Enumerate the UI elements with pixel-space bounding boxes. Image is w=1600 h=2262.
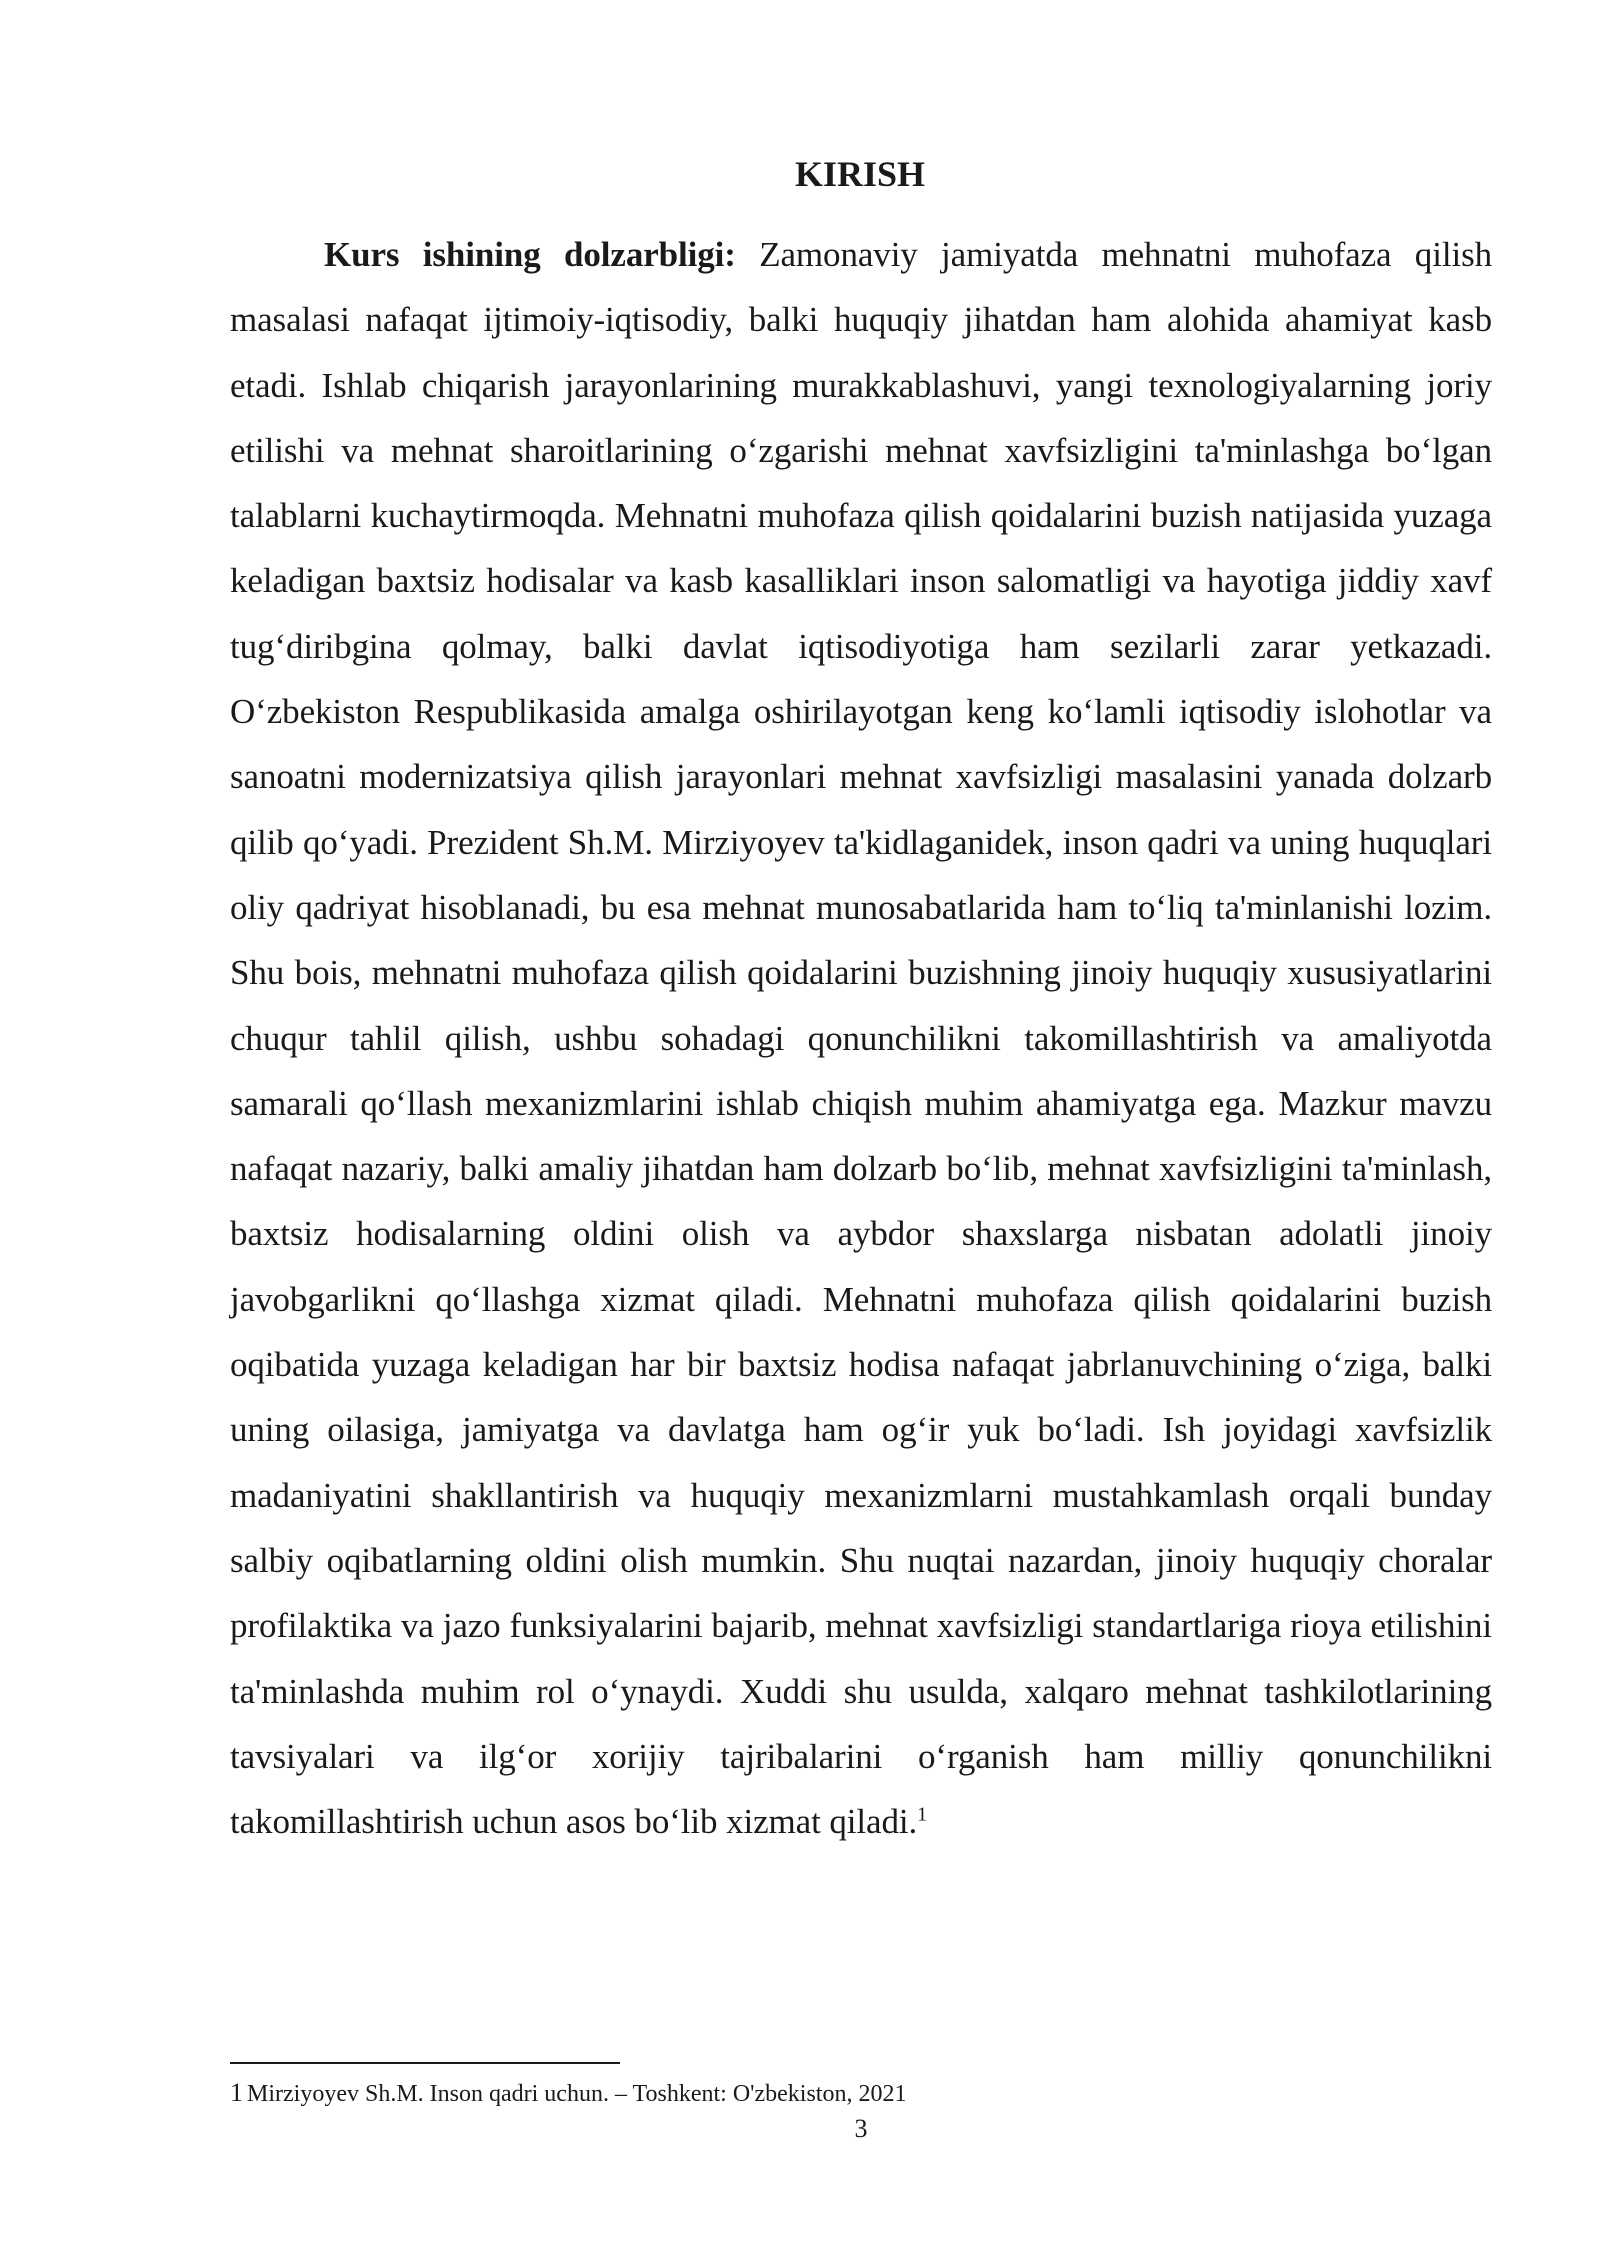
footnote-number: 1 <box>230 2078 243 2107</box>
footnote-reference[interactable]: 1 <box>917 1803 928 1826</box>
footnote <box>230 2078 906 2109</box>
footnote-text: Mirziyoyev Sh.M. Inson qadri uchun. – Toshkent: O'zbekiston, 2021 <box>247 2081 907 2107</box>
section-heading: KIRISH <box>794 154 926 194</box>
body-paragraph <box>230 222 1492 1854</box>
lead-label: Kurs ishining dolzarbligi: <box>324 235 736 274</box>
page-number: 3 <box>854 2114 868 2143</box>
footnote-separator <box>230 2062 620 2064</box>
body-text: Zamonaviy jamiyatda mehnatni muhofaza qilish masalasi nafaqat ijtimoiy-iqtisodiy, balki huquqiy jihatdan ham alohida ahamiyat kasb etadi. Ishlab chiqarish jarayonlarining murakkablashuvi, yangi texnologiyalarning joriy etilishi va mehnat sharoitlarining o‘zgarishi mehnat xavfsizligini ta'minlashga bo‘lgan talablarni kuchaytirmoqda. Mehnatni muhofaza qilish qoidalarini buzish natijasida yuzaga keladigan baxtsiz hodisalar va kasb kasalliklari inson salomatligi va hayotiga jiddiy xavf tug‘diribgina qolmay, balki davlat iqtisodiyotiga ham sezilarli zarar yetkazadi. O‘zbekiston Respublikasida amalga oshirilayotgan keng ko‘lamli iqtisodiy islohotlar va sanoatni modernizatsiya qilish jarayonlari mehnat xavfsizligi masalasini yanada dolzarb qilib qo‘yadi. Prezident Sh.M. Mirziyoyev ta'kidlaganidek, inson qadri va uning huquqlari oliy qadriyat hisoblanadi, bu esa mehnat munosabatlarida ham to‘liq ta'minlanishi lozim. Shu bois, mehnatni muhofaza qilish qoidalarini buzishning jinoiy huquqiy xususiyatlarini chuqur tahlil qilish, ushbu sohadagi qonunchilikni takomillashtirish va amaliyotda samarali qo‘llash mexanizmlarini ishlab chiqish muhim ahamiyatga ega. Mazkur mavzu nafaqat nazariy, balki amaliy jihatdan ham dolzarb bo‘lib, mehnat xavfsizligini ta'minlash, baxtsiz hodisalarning oldini olish va aybdor shaxslarga nisbatan adolatli jinoiy javobgarlikni qo‘llashga xizmat qiladi. Mehnatni muhofaza qilish qoidalarini buzish oqibatida yuzaga keladigan har bir baxtsiz hodisa nafaqat jabrlanuvchining o‘ziga, balki uning oilasiga, jamiyatga va davlatga ham og‘ir yuk bo‘ladi. Ish joyidagi xavfsizlik madaniyatini shakllantirish va huquqiy mexanizmlarni mustahkamlash orqali bunday salbiy oqibatlarning oldini olish mumkin. Shu nuqtai nazardan, jinoiy huquqiy choralar profilaktika va jazo funksiyalarini bajarib, mehnat xavfsizligi standartlariga rioya etilishini ta'minlashda muhim rol o‘ynaydi. Xuddi shu usulda, xalqaro mehnat tashkilotlarining tavsiyalari va ilg‘or xorijiy tajribalarini o‘rganish ham milliy qonunchilikni takomillashtirish uchun asos bo‘lib xizmat qiladi. <box>230 235 1492 1842</box>
